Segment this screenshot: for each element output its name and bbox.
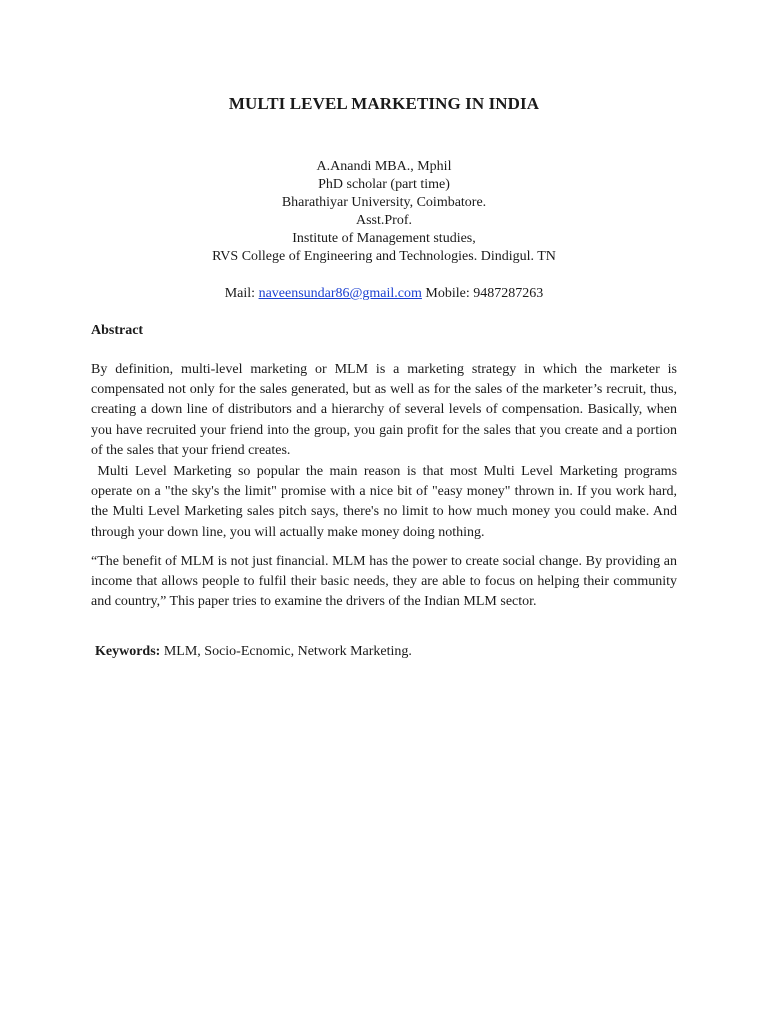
author-degree: PhD scholar (part time) (318, 177, 450, 192)
author-info (0, 158, 768, 266)
abstract-heading: Abstract (91, 323, 144, 338)
author-name: A.Anandi MBA., Mphil (316, 159, 452, 174)
mail-label: Mail: (224, 286, 256, 301)
author-position: Asst.Prof. (355, 213, 412, 228)
abstract-paragraph-3: “The benefit of MLM is not just financial. MLM has the power to create social change. By providing an income that allows people to fulfil their basic needs, they are able to focus on helping their community and country,” This paper tries to examine the drivers of the Indian MLM sector. (91, 554, 677, 610)
contact-line (0, 285, 768, 303)
author-institute: Institute of Management studies, (292, 231, 476, 246)
keywords-text: MLM, Socio-Ecnomic, Network Marketing. (160, 644, 412, 659)
keywords-line (95, 642, 412, 662)
mobile-label: Mobile: (425, 286, 470, 301)
author-college: RVS College of Engineering and Technologies. Dindigul. TN (212, 249, 556, 264)
abstract-paragraph-2: Multi Level Marketing so popular the main reason is that most Multi Level Marketing programs operate on a "the sky's the limit" promise with a nice bit of "easy money" thrown in. If you work hard, the Multi Level Marketing sales pitch says, there's no limit to how much money you could make. And through your down line, you will actually make money doing nothing. (91, 464, 681, 540)
abstract-paragraph-1: By definition, multi-level marketing or MLM is a marketing strategy in which the marketer is compensated not only for the sales generated, but as well as for the sales of the marketer’s recruit, thus, creating a down line of distributors and a hierarchy of several levels of compensation. Basically, when you have recruited your friend into the group, you gain profit for the sales that you create and a portion of the sales that your friend creates. (91, 362, 677, 458)
paper-title: MULTI LEVEL MARKETING IN INDIA (228, 94, 540, 113)
author-university: Bharathiyar University, Coimbatore. (281, 195, 487, 210)
email-link[interactable]: naveensundar86@gmail.com (258, 286, 422, 301)
keywords-label: Keywords: (95, 644, 161, 659)
mobile-number: 9487287263 (473, 286, 544, 301)
